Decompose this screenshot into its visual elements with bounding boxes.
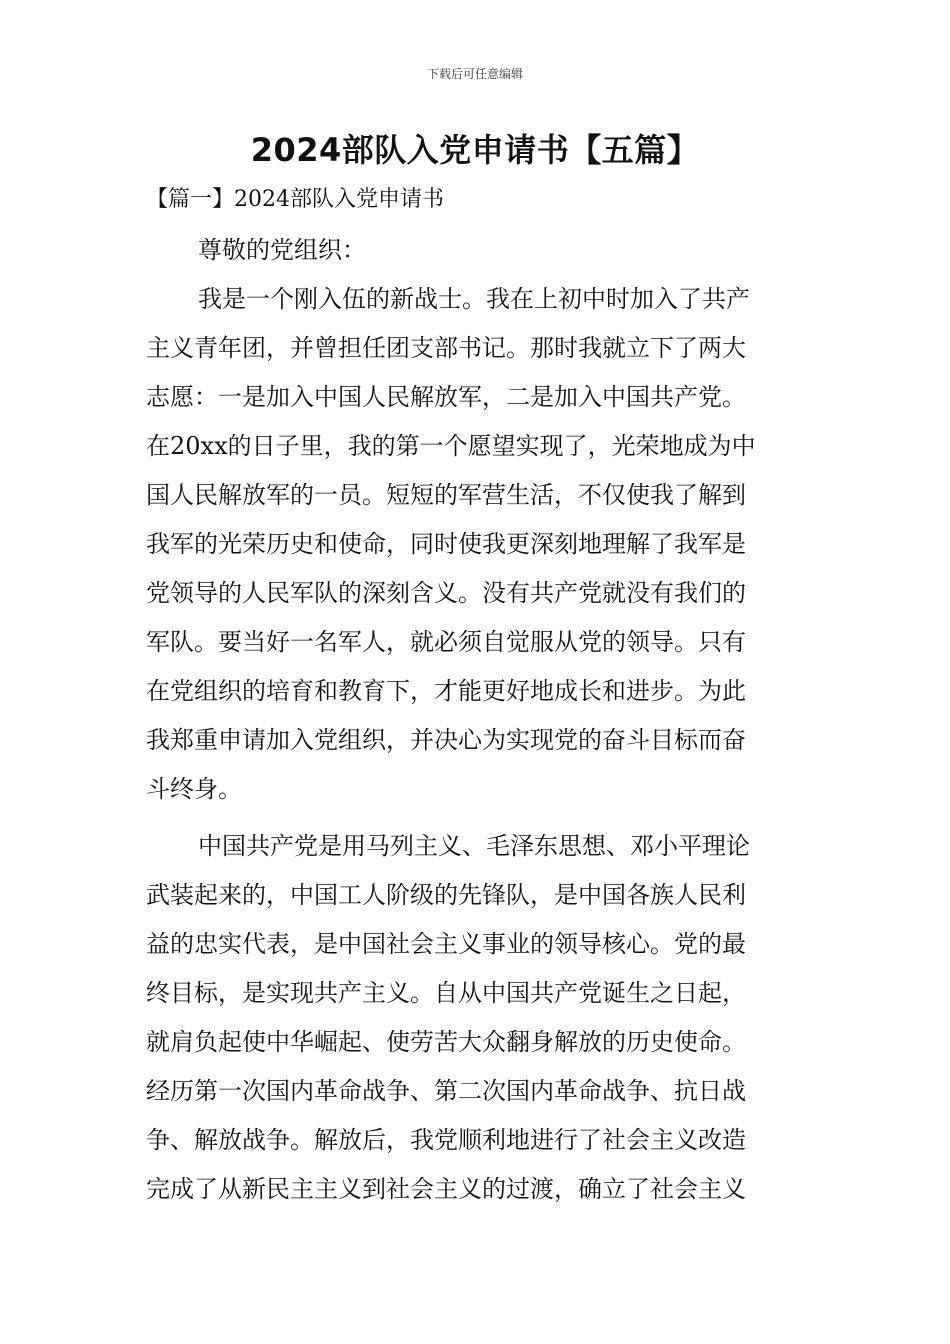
paragraph-line: 主义青年团，并曾担任团支部书记。那时我就立下了两大 bbox=[146, 334, 746, 362]
paragraph-line: 我是一个刚入伍的新战士。我在上初中时加入了共产 bbox=[198, 285, 750, 313]
paragraph-line: 争、解放战争。解放后，我党顺利地进行了社会主义改造 bbox=[146, 1126, 746, 1154]
paragraph-line: 我郑重申请加入党组织，并决心为实现党的奋斗目标而奋 bbox=[146, 726, 746, 754]
salutation: 尊敬的党组织： bbox=[198, 236, 366, 264]
paragraph-line: 在20xx的日子里，我的第一个愿望实现了，光荣地成为中 bbox=[146, 432, 756, 460]
paragraph-line: 国人民解放军的一员。短短的军营生活，不仅使我了解到 bbox=[146, 481, 746, 509]
paragraph-line: 斗终身。 bbox=[146, 775, 242, 803]
paragraph-line: 终目标，是实现共产主义。自从中国共产党诞生之日起， bbox=[146, 979, 746, 1007]
header-note: 下载后可任意编辑 bbox=[426, 67, 523, 81]
document-title: 2024部队入党申请书【五篇】 bbox=[250, 131, 700, 169]
paragraph-line: 益的忠实代表，是中国社会主义事业的领导核心。党的最 bbox=[146, 930, 746, 958]
paragraph-line: 军队。要当好一名军人，就必须自觉服从党的领导。只有 bbox=[146, 628, 746, 656]
paragraph-line: 就肩负起使中华崛起、使劳苦大众翻身解放的历史使命。 bbox=[146, 1028, 746, 1056]
paragraph-2 bbox=[146, 822, 806, 1214]
paragraph-line: 完成了从新民主主义到社会主义的过渡，确立了社会主义 bbox=[146, 1175, 746, 1203]
section-heading: 【篇一】2024部队入党申请书 bbox=[146, 187, 444, 212]
paragraph-line: 在党组织的培育和教育下，才能更好地成长和进步。为此 bbox=[146, 677, 746, 705]
paragraph-line: 武装起来的，中国工人阶级的先锋队，是中国各族人民利 bbox=[146, 881, 746, 909]
paragraph-line: 志愿：一是加入中国人民解放军，二是加入中国共产党。 bbox=[146, 383, 746, 411]
paragraph-1 bbox=[146, 275, 806, 814]
paragraph-line: 我军的光荣历史和使命，同时使我更深刻地理解了我军是 bbox=[146, 530, 746, 558]
paragraph-line: 中国共产党是用马列主义、毛泽东思想、邓小平理论 bbox=[198, 832, 750, 860]
paragraph-line: 党领导的人民军队的深刻含义。没有共产党就没有我们的 bbox=[146, 579, 746, 607]
paragraph-line: 经历第一次国内革命战争、第二次国内革命战争、抗日战 bbox=[146, 1077, 746, 1105]
